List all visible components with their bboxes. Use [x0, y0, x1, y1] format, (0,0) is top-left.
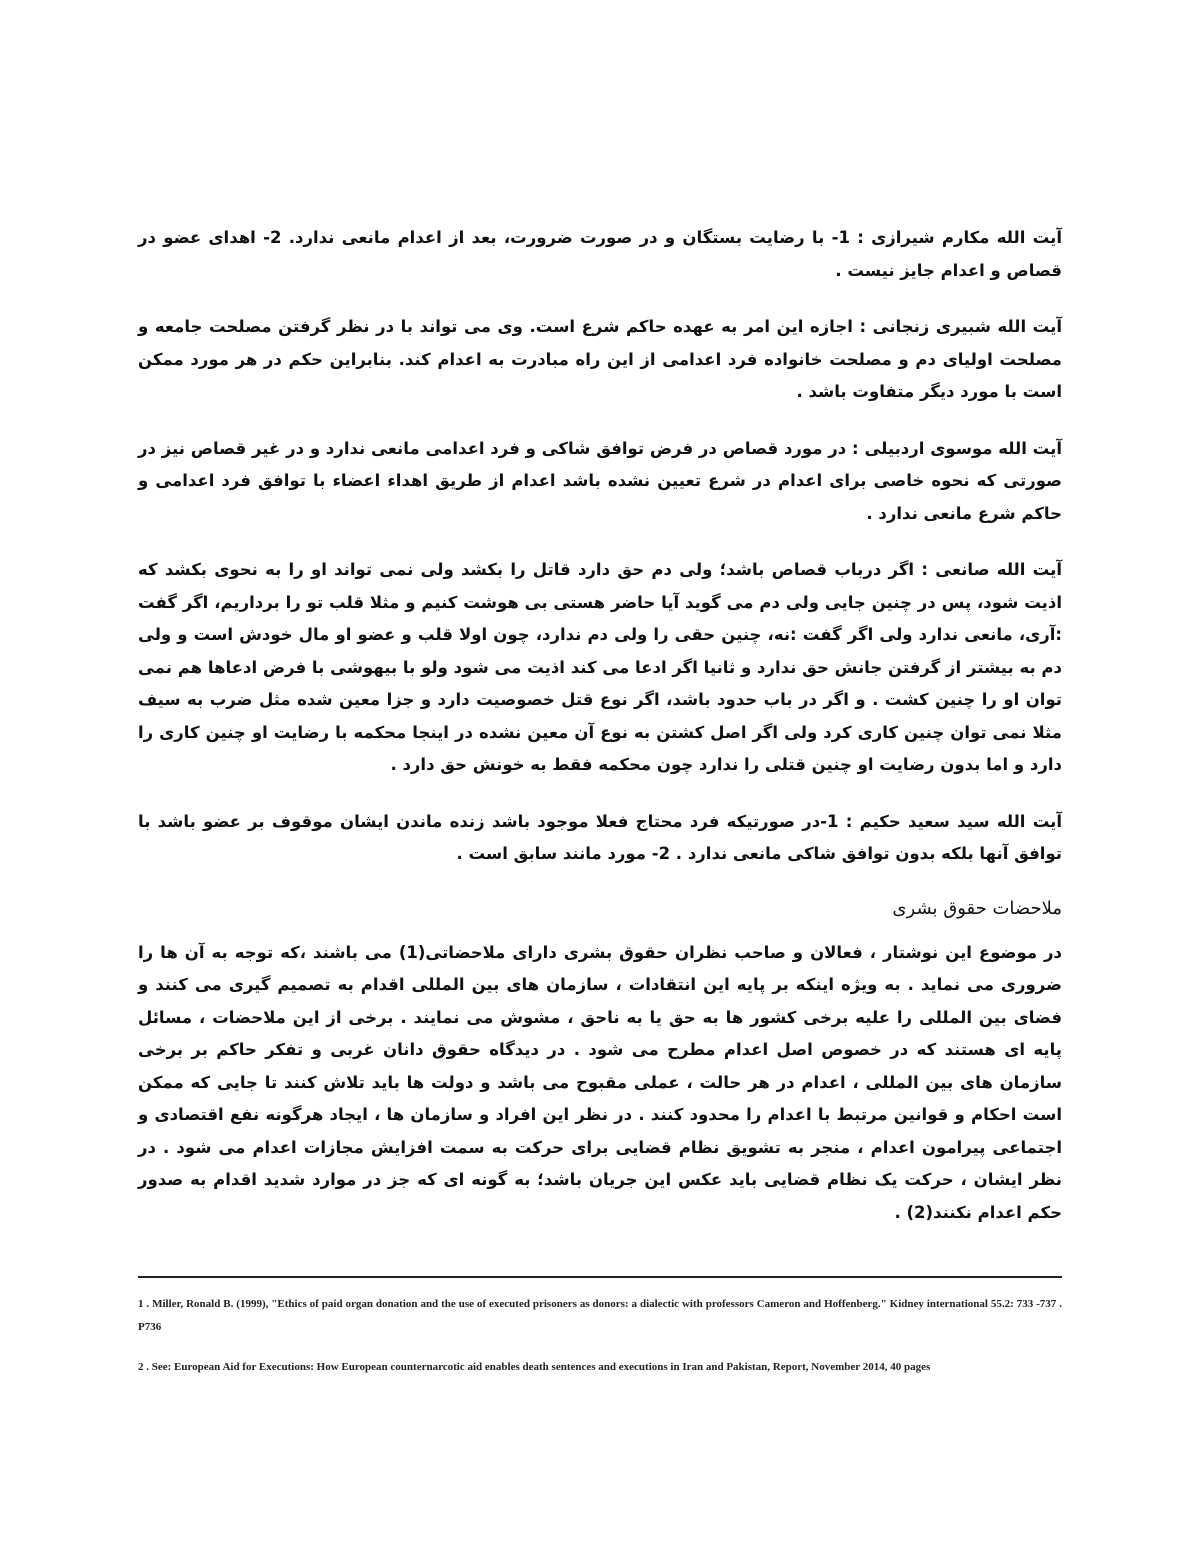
paragraph-saeed-hakim: آیت الله سید سعید حکیم : 1-در صورتیکه فرد محتاج فعلا موجود باشد زنده ماندن ایشان موقوف بر عضو باشد با توافق آنها بلکه بدون توافق شاکی مانعی ندارد . 2- مورد مانند سابق است .: [138, 811, 1063, 863]
paragraph-human-rights: در موضوع این نوشتار ، فعالان و صاحب نظران حقوق بشری دارای ملاحضاتی(1) می باشند ،که توجه به آن ها را ضروری می نماید . به ویژه اینکه بر پایه این انتقادات ، سازمان های بین المللی اقدام به تصمیم گیری می کنند و فضای بین المللی را علیه برخی کشور ها به حق یا به ناحق ، مشوش می نمایند . برخی از این ملاحضات ، مسائل پایه ای هستند که در خصوص اصل اعدام مطرح می شود . در دیدگاه حقوق دانان غربی و تفکر حاکم بر برخی سازمان های بین المللی ، اعدام در هر حالت ، عملی مقبوح می باشد و دولت ها باید تلاش کنند تا جایی که ممکن است احکام و قوانین مرتبط با اعدام را محدود کنند . در نظر این افراد و سازمان ها ، ایجاد هرگونه نفع اقتصادی و اجتماعی پیرامون اعدام ، منجر به تشویق نظام قضایی برای حرکت به سمت افزایش مجازات اعدام می شود . در نظر ایشان ، حرکت یک نظام قضایی باید عکس این جریان باشد؛ به گونه ای که جز در موارد شدید اقدام به صدور حکم اعدام نکنند(2) .: [138, 942, 1063, 1222]
paragraph-makarem-shirazi: آیت الله مکارم شیرازی : 1- با رضایت بستگان و در صورت ضرورت، بعد از اعدام مانعی ندارد. 2- اهدای عضو در قصاص و اعدام جایز نیست .: [138, 228, 1062, 280]
footnote-2: 2 . See: European Aid for Executions: How European counternarcotic aid enables death sentences and executions in Iran and Pakistan, Report, November 2014, 40 pages: [138, 1361, 931, 1373]
paragraph-shobeiri-zanjani: آیت الله شبیری زنجانی : اجازه این امر به عهده حاکم شرع است. وی می تواند با در نظر گرفتن مصلحت جامعه و مصلحت اولیای دم و مصلحت خانواده فرد اعدامی از این راه مبادرت به اعدام کند. بنابراین حکم در هر مورد ممکن است با مورد دیگر متفاوت باشد .: [138, 317, 1062, 401]
paragraph-sanei: آیت الله صانعی : اگر درباب قصاص باشد؛ ولی دم حق دارد قاتل را بکشد ولی نمی تواند او را به نحوی بکشد که اذیت شود، پس در چنین جایی ولی دم می گوید آیا حاضر هستی بی هوشت کنیم و مثلا قلب تو را برداریم، اگر گفت :آری، مانعی ندارد ولی اگر گفت :نه، چنین حقی را ولی دم ندارد، چون اولا قلب و عضو او مال خودش است و ولی دم به بیشتر از گرفتن جانش حق ندارد و ثانیا اگر ادعا می کند اذیت می شود ولو با بیهوشی با فرض ادعاها هم نمی توان او را چنین کشت . و اگر در باب حدود باشد، اگر نوع قتل خصوصیت دارد و جزا معین شده مثل ضرب به سیف مثلا نمی توان چنین کاری کرد ولی اگر اصل کشتن به نوع آن معین نشده در اینجا محکمه با رضایت او چنین کاری را دارد و اما بدون رضایت او چنین قتلی را ندارد چون محکمه فقط به خونش حق دارد .: [138, 560, 1062, 774]
paragraph-mousavi-ardebili: آیت الله موسوی اردبیلی : در مورد قصاص در فرض توافق شاکی و فرد اعدامی مانعی ندارد و در غیر قصاص نیز در صورتی که نحوه خاصی برای اعدام در شرع تعیین نشده باشد اعدام از طریق اهداء اعضاء با توافق فرد اعدامی و حاکم شرع مانعی ندارد .: [138, 438, 1062, 523]
footnote-divider: [138, 1276, 1062, 1278]
document-body: [138, 222, 1062, 1253]
footnotes: [138, 1293, 1062, 1396]
section-heading: ملاحضات حقوق بشری: [892, 897, 1062, 919]
footnote-1: 1 . Miller, Ronald B. (1999), "Ethics of paid organ donation and the use of executed prisoners as donors: a dialectic with professors Cameron and Hoffenberg." Kidney international 55.2: 733 -737 . P736: [138, 1298, 1062, 1333]
